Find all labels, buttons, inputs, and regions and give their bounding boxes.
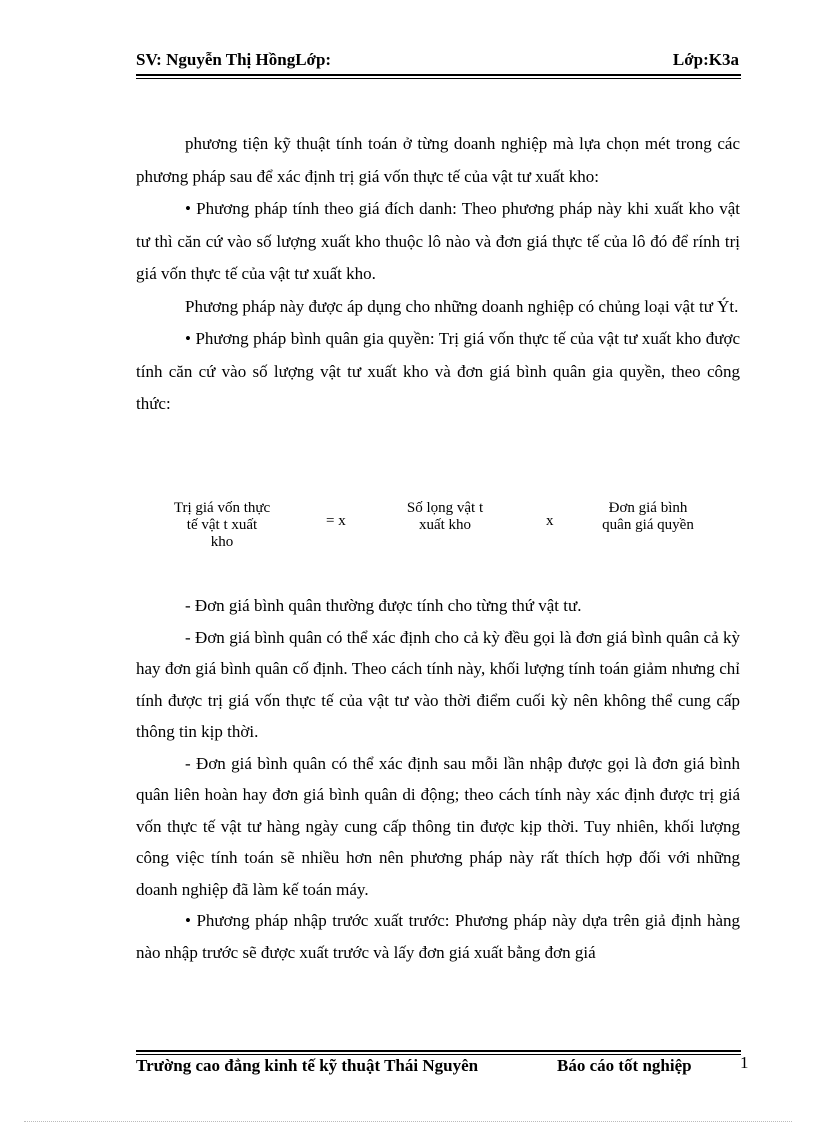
- formula-lhs-line: tế vật t xuất: [186, 517, 258, 533]
- footer-rule: [136, 1050, 741, 1052]
- formula-quantity-line: xuất kho: [418, 517, 472, 533]
- formula-quantity: [375, 500, 515, 534]
- formula-equals: = x: [326, 513, 346, 529]
- paragraph: - Đơn giá bình quân có thể xác định cho cả kỳ đều gọi là đơn giá bình quân cả kỳ hay đơn giá bình quân cố định. Theo cách tính này, khối lượng tính toán giảm nhưng chỉ tính được trị giá vốn thực tế của vật tư vào thời điểm cuối kỳ nên không thể cung cấp thông tin kịp thời.: [136, 627, 740, 741]
- formula-price-line: Đơn giá bình: [608, 500, 688, 516]
- formula-lhs: [152, 500, 292, 551]
- page-edge: [24, 1121, 792, 1122]
- paragraph: - Đơn giá bình quân thường được tính cho từng thứ vật tư.: [185, 596, 582, 615]
- paragraph: Phương pháp này được áp dụng cho những doanh nghiệp có chủng loại vật tư Ýt.: [185, 296, 739, 316]
- page-number: 1: [740, 1053, 749, 1072]
- formula-lhs-line: kho: [210, 534, 234, 550]
- formula-quantity-line: Số lọng vật t: [406, 500, 484, 516]
- header-rule: [136, 78, 741, 79]
- footer-report-title: Báo cáo tốt nghiệp: [557, 1056, 692, 1075]
- body-text-bottom: [136, 590, 740, 968]
- paragraph: - Đơn giá bình quân có thể xác định sau mỗi lần nhập được gọi là đơn giá bình quân liên hoàn hay đơn giá bình quân di động; theo cách tính này xác định được trị giá vốn thực tế vật tư hàng ngày cung cấp thông tin được kịp thời. Tuy nhiên, khối lượng công việc tính toán sẽ nhiều hơn nên phương pháp này rất thích hợp đối với những doanh nghiệp đã làm kế toán máy.: [136, 753, 740, 899]
- footer-school: Trường cao đẳng kinh tế kỹ thuật Thái Nguyên: [136, 1056, 479, 1075]
- formula: [0, 500, 816, 560]
- formula-price: [578, 500, 718, 534]
- paragraph: • Phương pháp nhập trước xuất trước: Phương pháp này dựa trên giả định hàng nào nhập trước sẽ được xuất trước và lấy đơn giá xuất bằng đơn giá: [136, 911, 740, 962]
- paragraph: • Phương pháp bình quân gia quyền: Trị giá vốn thực tế của vật tư xuất kho được tính căn cứ vào số lượng vật tư xuất kho và đơn giá bình quân gia quyền, theo công thức:: [136, 329, 740, 413]
- formula-times: x: [546, 513, 554, 529]
- formula-lhs-line: Trị giá vốn thực: [173, 500, 271, 516]
- header-student: SV: Nguyễn Thị HồngLớp:: [136, 50, 332, 69]
- page-header: [136, 50, 741, 76]
- body-text-top: [136, 128, 740, 421]
- header-class: Lớp:K3a: [672, 50, 739, 69]
- paragraph: phương tiện kỹ thuật tính toán ở từng doanh nghiệp mà lựa chọn mét trong các phương pháp sau để xác định trị giá vốn thực tế của vật tư xuất kho:: [136, 134, 740, 186]
- paragraph: • Phương pháp tính theo giá đích danh: Theo phương pháp này khi xuất kho vật tư thì căn cứ vào số lượng xuất kho thuộc lô nào và đơn giá thực tế của lô đó để rính trị giá vốn thực tế của vật tư xuất kho.: [136, 199, 740, 283]
- footer-rule: [136, 1054, 741, 1055]
- formula-price-line: quân giá quyền: [602, 517, 694, 533]
